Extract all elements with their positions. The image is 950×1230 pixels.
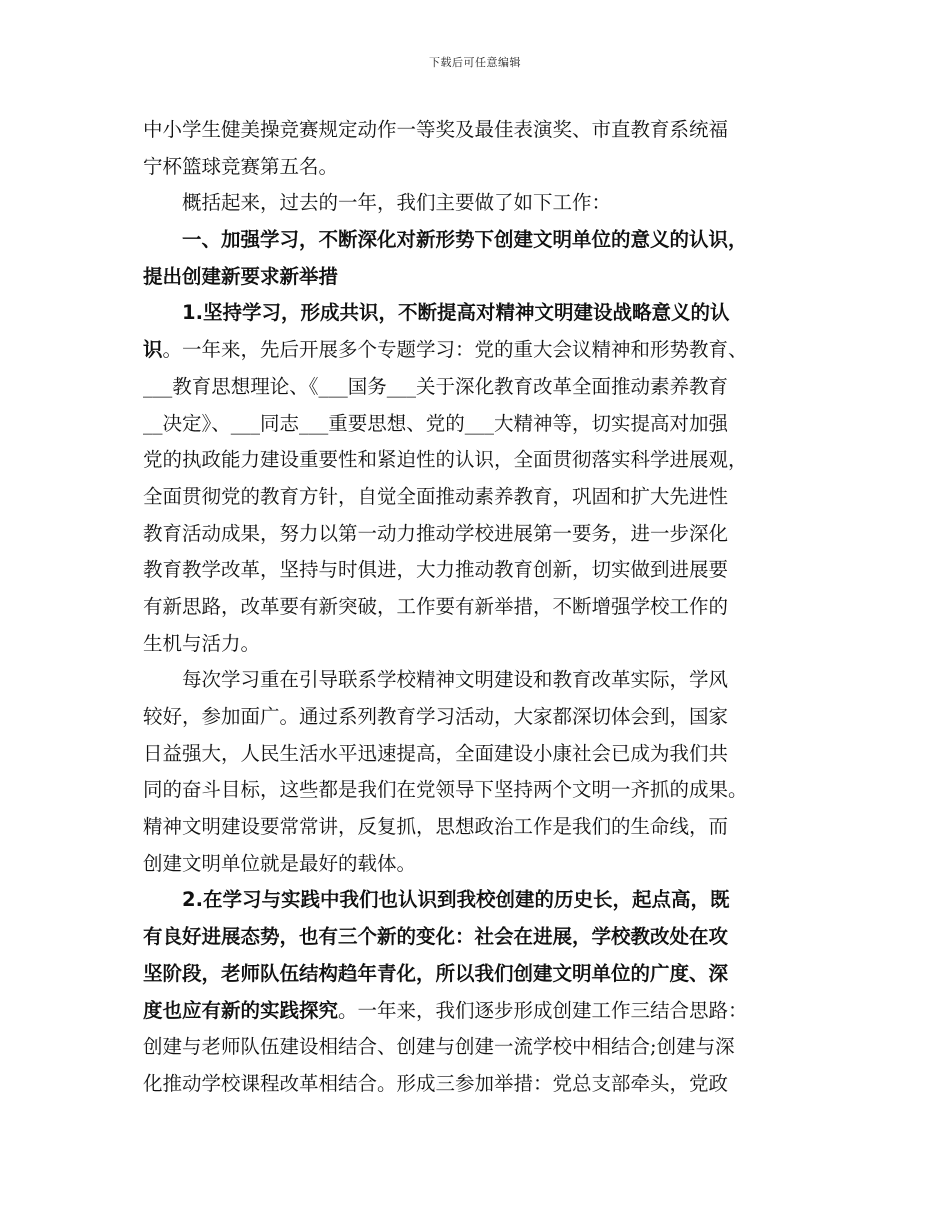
paragraph-line: 较好，参加面广。通过系列教育学习活动，大家都深切体会到，国家 (143, 705, 729, 728)
paragraph-line: 每次学习重在引导联系学校精神文明建设和教育改革实际，学风 (182, 668, 729, 692)
paragraph-text: 。一年来，先后开展多个专题学习：党的重大会议精神和形势教育、 (162, 338, 748, 362)
paragraph-line: 创建与老师队伍建设相结合、创建与创建一流学校中相结合;创建与深 (143, 1035, 735, 1059)
section-heading: 提出创建新要求新举措 (143, 264, 339, 288)
paragraph-text: 。一年来，我们逐步形成创建工作三结合思路： (338, 998, 748, 1022)
subsection-heading-end: 识 (143, 338, 163, 362)
subsection-heading: 有良好进展态势，也有三个新的变化：社会在进展，学校教改处在攻 (143, 925, 729, 949)
paragraph-line: 中小学生健美操竞赛规定动作一等奖及最佳表演奖、市直教育系统福 (143, 118, 729, 141)
subsection-heading: 2.在学习与实践中我们也认识到我校创建的历史长，起点高，既 (182, 888, 730, 912)
paragraph-line: 创建文明单位就是最好的载体。 (143, 851, 417, 875)
paragraph-line: 教育教学改革，坚持与时俱进，大力推动教育创新，切实做到进展要 (143, 558, 729, 582)
paragraph-line: 化推动学校课程改革相结合。形成三参加举措：党总支部牵头，党政 (143, 1071, 729, 1095)
paragraph-line: 精神文明建设要常常讲，反复抓，思想政治工作是我们的生命线，而 (143, 815, 729, 839)
paragraph-line: __决定》、___同志___重要思想、党的___大精神等，切实提高对加强 (143, 411, 729, 435)
paragraph-line (143, 993, 813, 1030)
subsection-heading-end: 度也应有新的实践探究 (143, 998, 339, 1022)
subsection-heading: 1.坚持学习，形成共识，不断提高对精神文明建设战略意义的认 (182, 301, 730, 325)
page-header: 下载后可任意编辑 (429, 56, 521, 69)
paragraph-line: 概括起来，过去的一年，我们主要做了如下工作： (182, 191, 612, 215)
section-heading: 一、加强学习，不断深化对新形势下创建文明单位的意义的认识， (182, 228, 748, 252)
subsection-heading: 坚阶段，老师队伍结构趋年青化，所以我们创建文明单位的广度、深 (143, 961, 729, 985)
paragraph-line: 日益强大，人民生活水平迅速提高，全面建设小康社会已成为我们共 (143, 741, 729, 765)
paragraph-line: 有新思路，改革要有新突破，工作要有新举措，不断增强学校工作的 (143, 594, 729, 618)
paragraph-line: 党的执政能力建设重要性和紧迫性的认识，全面贯彻落实科学进展观， (143, 448, 748, 472)
paragraph-line: ___教育思想理论、《___国务___关于深化教育改革全面推动素养教育 (143, 374, 729, 398)
paragraph-line: 同的奋斗目标，这些都是我们在党领导下坚持两个文明一齐抓的成果。 (143, 778, 748, 802)
document-body (143, 112, 813, 1103)
paragraph-line: 全面贯彻党的教育方针，自觉全面推动素养教育，巩固和扩大先进性 (143, 484, 729, 508)
paragraph-line (143, 332, 813, 369)
paragraph-line: 教育活动成果，努力以第一动力推动学校进展第一要务，进一步深化 (143, 521, 729, 545)
paragraph-line: 宁杯篮球竞赛第五名。 (143, 154, 339, 178)
paragraph-line: 生机与活力。 (143, 631, 261, 655)
